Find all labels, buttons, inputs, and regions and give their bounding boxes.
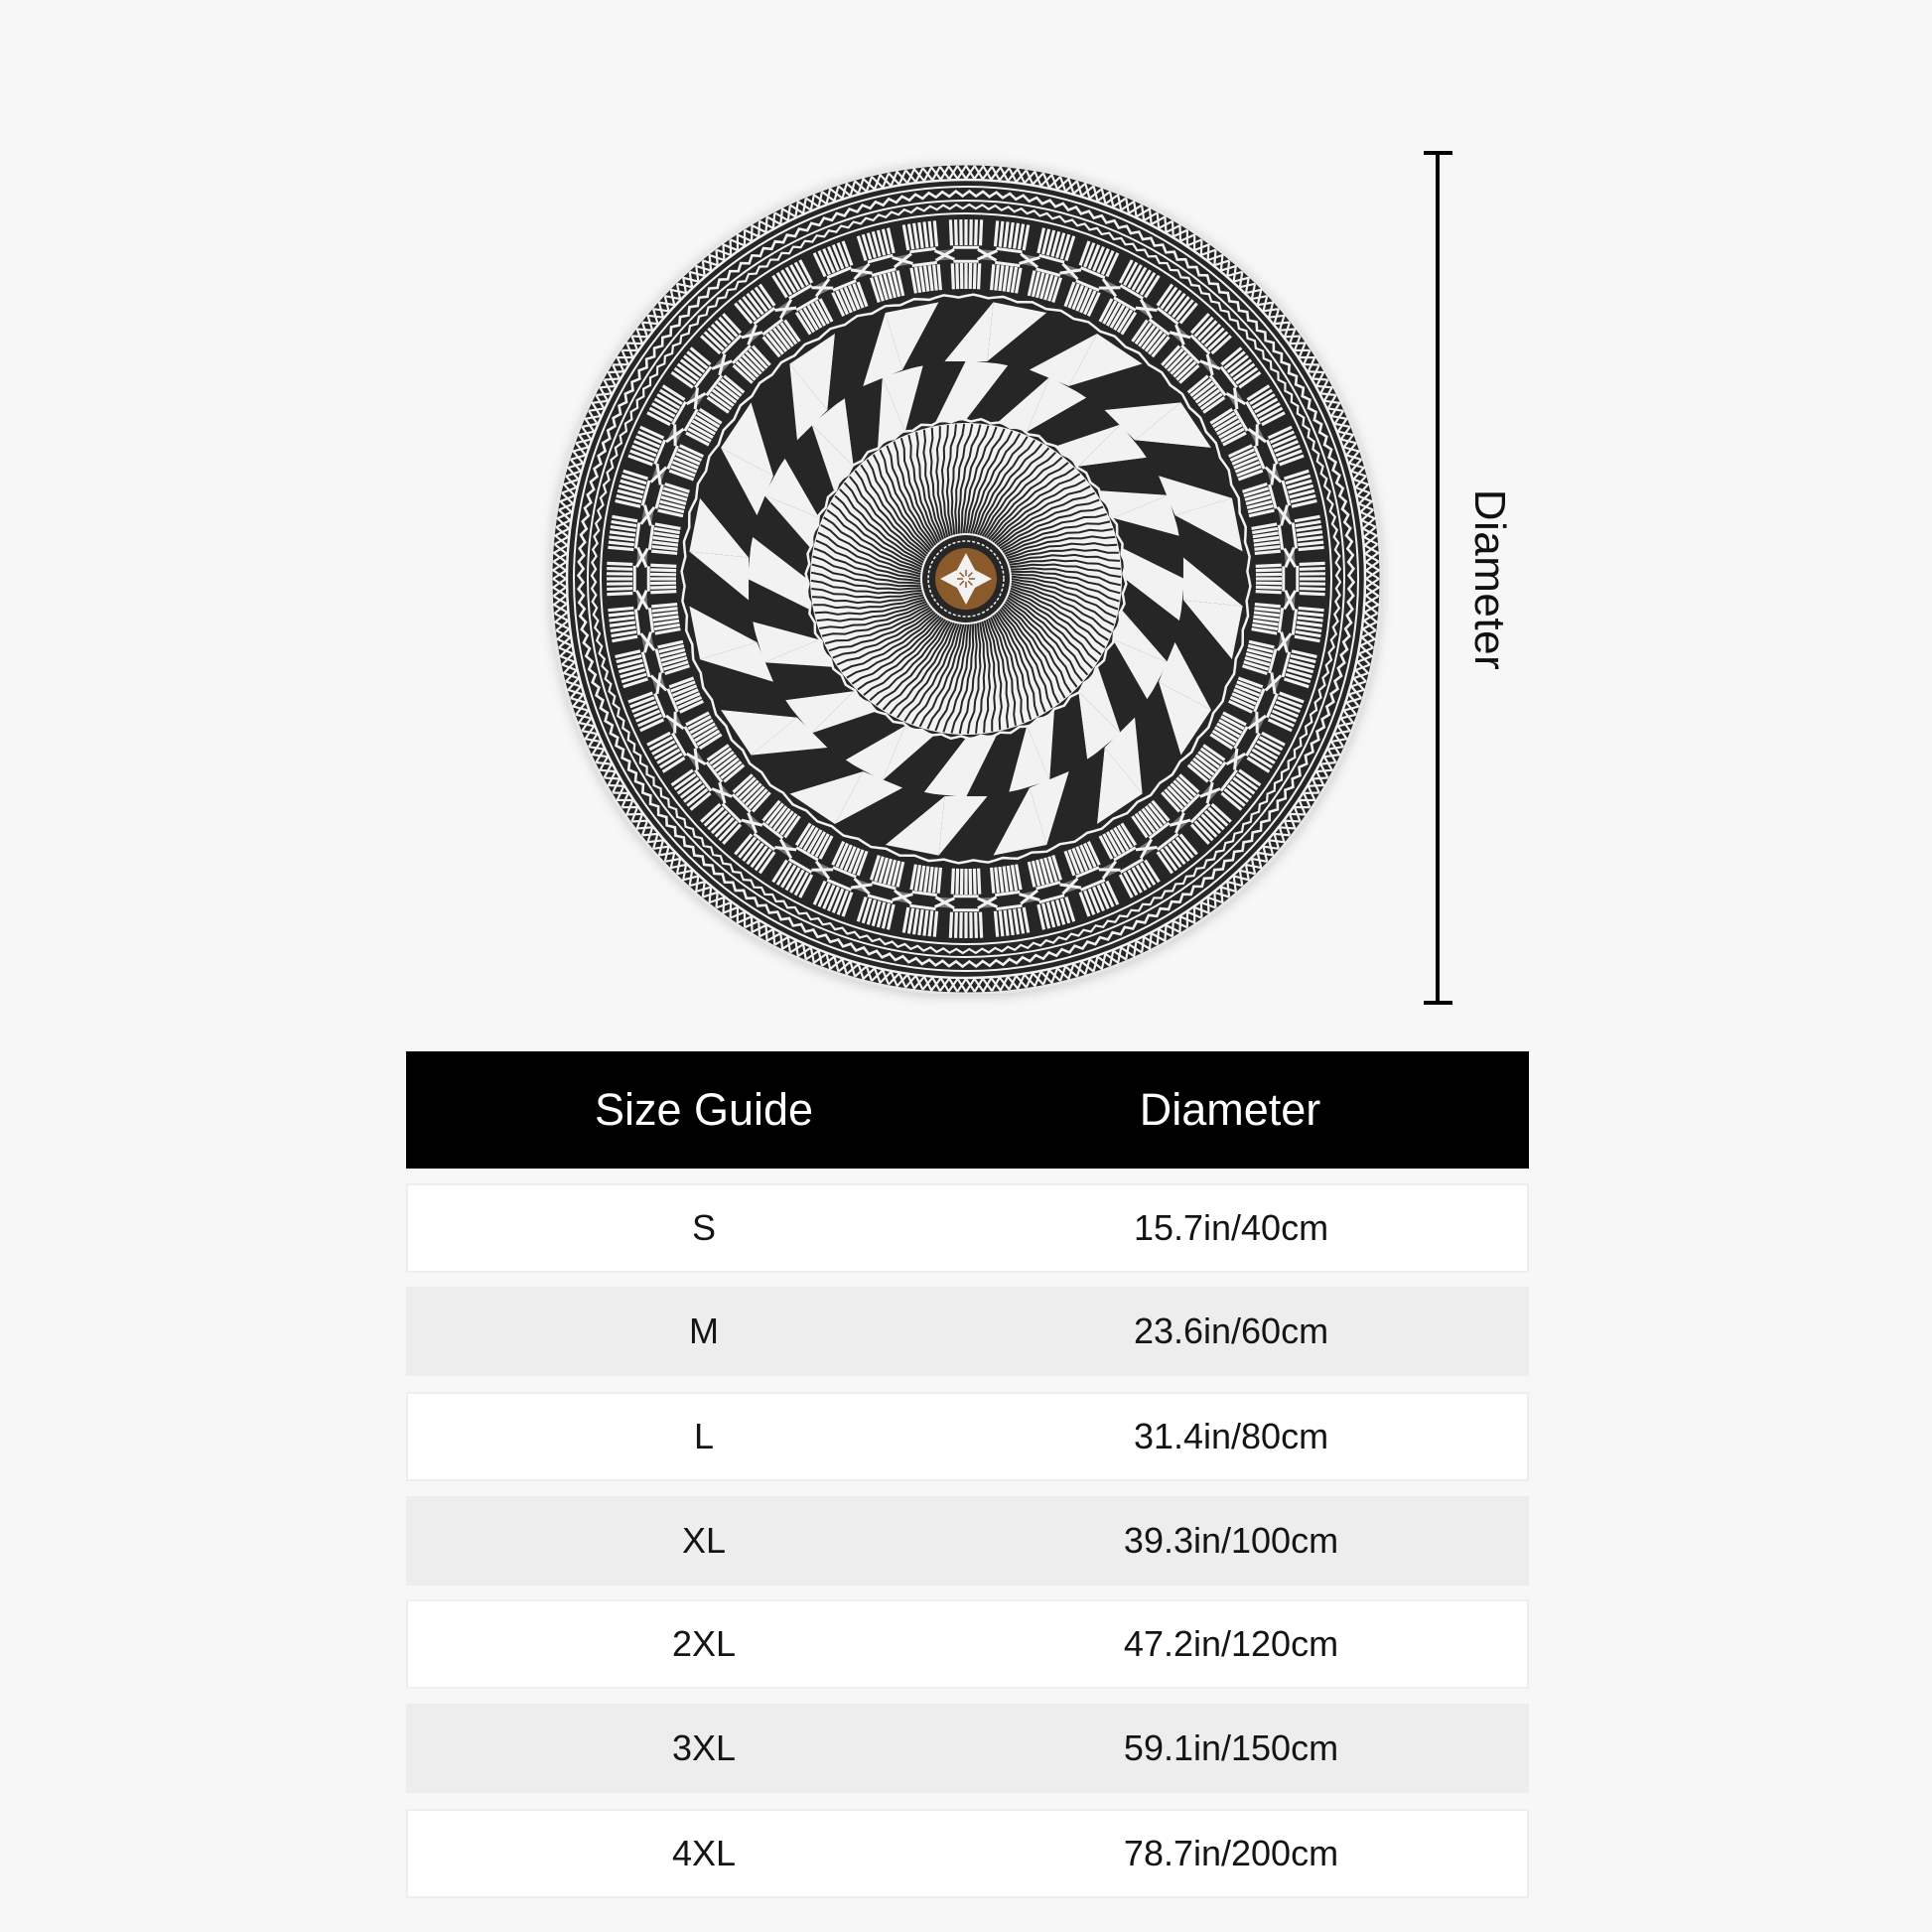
dimension-cap-bottom	[1424, 1001, 1452, 1005]
diameter-cell: 59.1in/150cm	[1123, 1727, 1339, 1768]
diameter-cell: 39.3in/100cm	[1123, 1520, 1339, 1561]
size-cell: 3XL	[671, 1727, 737, 1768]
diameter-cell: 78.7in/200cm	[1123, 1833, 1339, 1873]
size-cell: 2XL	[671, 1623, 737, 1664]
diameter-cell: 23.6in/60cm	[1133, 1311, 1329, 1351]
table-row-2xl	[406, 1599, 1529, 1689]
diameter-cell: 47.2in/120cm	[1123, 1623, 1339, 1664]
table-row-m	[406, 1287, 1529, 1376]
table-row-3xl	[406, 1704, 1529, 1793]
table-row-l	[406, 1392, 1529, 1481]
size-cell: S	[691, 1207, 717, 1248]
size-cell: 4XL	[671, 1833, 737, 1873]
table-row-xl	[406, 1496, 1529, 1586]
size-cell: L	[693, 1416, 715, 1456]
size-cell: XL	[681, 1520, 727, 1561]
dimension-label: Diameter	[1465, 488, 1514, 671]
diameter-cell: 31.4in/80cm	[1133, 1416, 1329, 1456]
mandala-pattern	[551, 164, 1381, 994]
table-row-s	[406, 1183, 1529, 1273]
table-header	[406, 1051, 1529, 1169]
header-size-guide: Size Guide	[594, 1084, 814, 1135]
diameter-cell: 15.7in/40cm	[1133, 1207, 1329, 1248]
header-diameter: Diameter	[1139, 1084, 1321, 1135]
round-rug-image	[551, 164, 1381, 994]
size-cell: M	[689, 1311, 719, 1351]
dimension-line	[1436, 152, 1440, 1004]
table-row-4xl	[406, 1809, 1529, 1898]
